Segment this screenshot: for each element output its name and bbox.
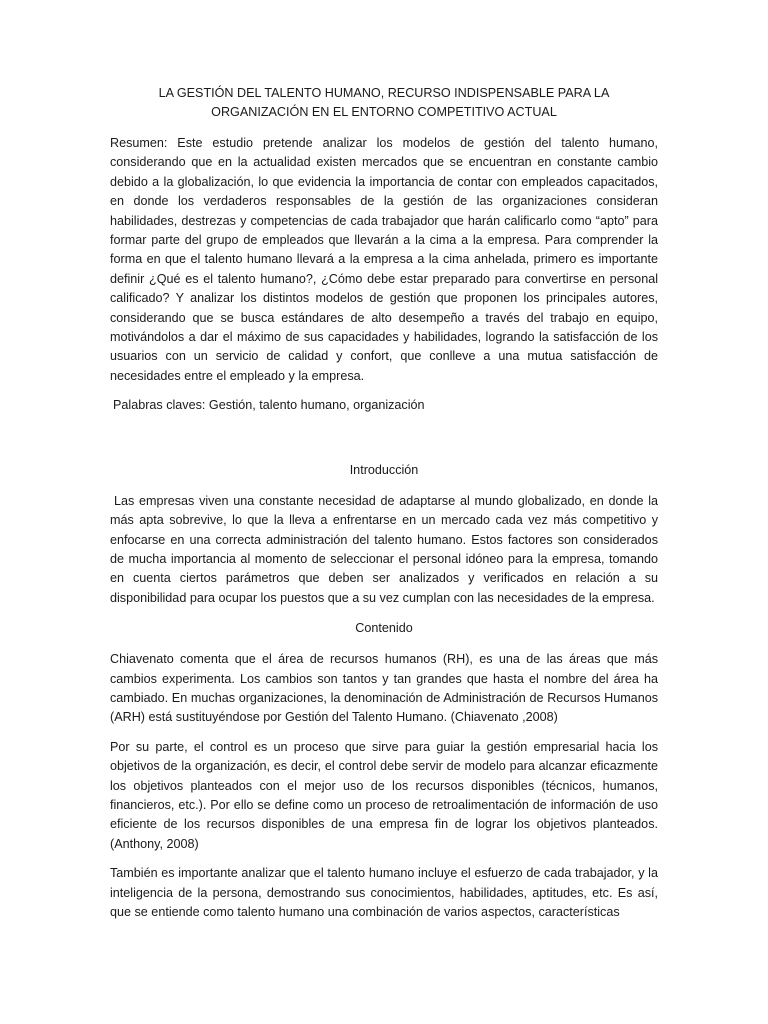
- intro-paragraph: Las empresas viven una constante necesidad de adaptarse al mundo globalizado, en donde la más apta sobrevive, lo que la lleva a enfrentarse en un mercado cada vez más competitivo y enfocarse en una correcta administración del talento humano. Estos factores son considerados de mucha importancia al momento de seleccionar el personal idóneo para la empresa, tomando en cuenta ciertos parámetros que deben ser analizados y verificados en relación a su disponibilidad para ocupar los puestos que a su vez cumplan con las necesidades de la empresa.: [110, 493, 658, 605]
- content-heading: Contenido: [355, 621, 413, 636]
- content-paragraph: Chiavenato comenta que el área de recursos humanos (RH), es una de las áreas que más cambios experimenta. Los cambios son tantos y tan grandes que hasta el nombre del área ha cambiado. En muchas organizaciones, la denominación de Administración de Recursos Humanos (ARH) está sustituyéndose por Gestión del Talento Humano. (Chiavenato ,2008): [110, 652, 658, 725]
- content-paragraph: Por su parte, el control es un proceso que sirve para guiar la gestión empresarial hacia los objetivos de la organización, es decir, el control debe servir de modelo para alcanzar eficazmente los objetivos planteados con el mejor uso de los recursos disponibles (técnicos, humanos, financieros, etc.). Por ello se define como un proceso de retroalimentación de información de uso eficiente de los recursos disponibles de una empresa fin de lograr los objetivos planteados. (Anthony, 2008): [110, 739, 658, 851]
- abstract-paragraph: Resumen: Este estudio pretende analizar los modelos de gestión del talento humano, considerando que en la actualidad existen mercados que se encuentran en constante cambio debido a la globalización, lo que evidencia la importancia de contar con empleados capacitados, en donde los verdaderos responsables de la gestión de las organizaciones consideran habilidades, destrezas y competencias de cada trabajador que harán calificarlo como “apto” para formar parte del grupo de empleados que llevarán a la cima a la empresa. Para comprender la forma en que el talento humano llevará a la empresa a la cima anhelada, primero es importante definir ¿Qué es el talento humano?, ¿Cómo debe estar preparado para convertirse en personal calificado? Y analizar los distintos modelos de gestión que proponen los principales autores, considerando que se busca estándares de alto desempeño a través del trabajo en equipo, motivándolos a dar el máximo de sus capacidades y habilidades, logrando la satisfacción de los usuarios con un servicio de calidad y confort, que conlleve a una mutua satisfacción de necesidades entre el empleado y la empresa.: [110, 136, 658, 383]
- document-title: LA GESTIÓN DEL TALENTO HUMANO, RECURSO INDISPENSABLE PARA LA ORGANIZACIÓN EN EL ENTORNO COMPETITIVO ACTUAL: [158, 86, 610, 119]
- intro-heading: Introducción: [349, 462, 419, 477]
- content-paragraph: También es importante analizar que el talento humano incluye el esfuerzo de cada trabajador, y la inteligencia de la persona, demostrando sus conocimientos, habilidades, aptitudes, etc. Es así, que se entiende como talento humano una combinación de varios aspectos, características: [110, 866, 658, 919]
- document-page: [110, 84, 658, 932]
- keywords-line: Palabras claves: Gestión, talento humano, organización: [113, 398, 425, 413]
